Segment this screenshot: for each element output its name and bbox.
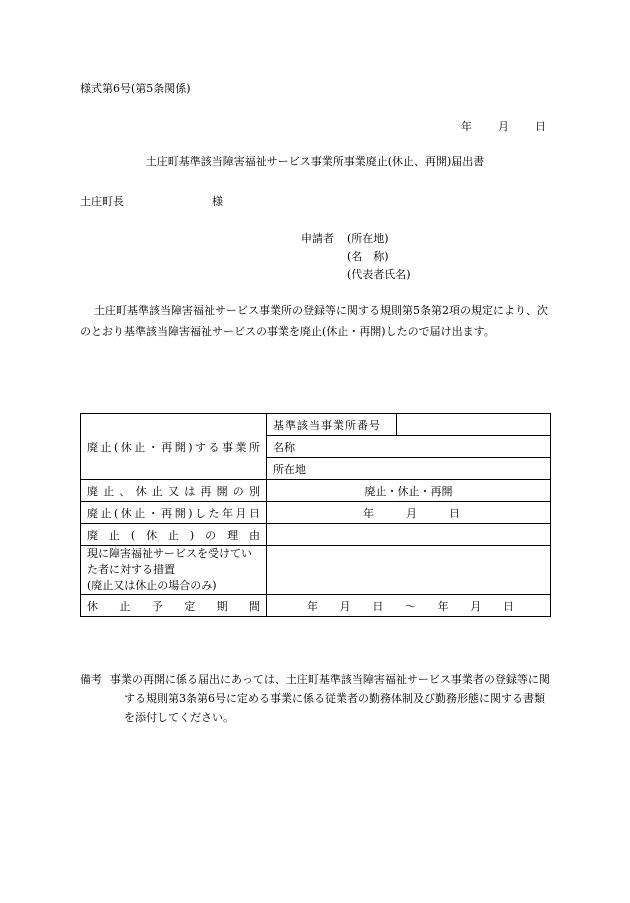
document-title: 土庄町基準該当障害福祉サービス事業所事業廃止(休止、再開)届出書 xyxy=(145,155,485,168)
note-text: 事業の再開に係る届出にあっては、土庄町基準該当障害福祉サービス事業者の登録等に関する規則第3条第6号に定める事業に係る従業者の勤務体制及び勤務形態に関する書類を添付してください。 xyxy=(110,673,550,724)
applicant-representative-label: (代表者氏名) xyxy=(347,268,411,281)
addressee-honorific: 様 xyxy=(212,195,223,208)
date-day: 日 xyxy=(535,120,546,133)
office-number-field[interactable] xyxy=(397,414,551,436)
date-month: 月 xyxy=(498,120,509,133)
office-address-label: 所在地 xyxy=(273,462,306,476)
office-name-label: 名称 xyxy=(273,440,295,454)
reason-field[interactable] xyxy=(267,524,551,546)
applicant-label: 申請者 xyxy=(301,232,334,245)
date-value-year: 年 xyxy=(363,506,374,520)
type-value[interactable]: 廃止・休止・再開 xyxy=(267,480,551,502)
office-address-row[interactable] xyxy=(267,458,551,480)
period-end-month: 月 xyxy=(470,599,482,613)
measures-label: 現に障害福祉サービスを受けていた者に対する措置 xyxy=(87,547,252,576)
office-label: 廃止(休止・再開)する事業所 xyxy=(81,414,267,480)
note xyxy=(80,670,553,727)
reason-label: 廃止(休止)の理由 xyxy=(81,524,267,546)
period-label: 休止予定期間 xyxy=(81,595,267,617)
measures-note: (廃止又は休止の場合のみ) xyxy=(87,579,217,592)
date-value-day: 日 xyxy=(449,506,460,520)
note-label: 備考 xyxy=(80,673,102,686)
period-separator: ～ xyxy=(404,599,416,613)
form-number: 様式第6号(第5条関係) xyxy=(80,82,191,95)
notification-table xyxy=(80,413,551,617)
applicant-name-label: (名 称) xyxy=(347,250,389,263)
period-end-year: 年 xyxy=(437,599,449,613)
applicant-address-label: (所在地) xyxy=(347,232,389,245)
body-text: 土庄町基準該当障害福祉サービス事業所の登録等に関する規則第5条第2項の規定により、次のとおり基準該当障害福祉サービスの事業を廃止(休止・再開)したので届け出ます。 xyxy=(80,304,548,338)
date-year: 年 xyxy=(461,120,472,133)
type-label: 廃止、休止又は再開の別 xyxy=(81,480,267,502)
addressee xyxy=(80,193,223,209)
addressee-name: 土庄町長 xyxy=(80,195,124,208)
period-start-month: 月 xyxy=(339,599,351,613)
date-value[interactable] xyxy=(267,502,551,524)
period-value[interactable] xyxy=(267,595,551,617)
period-start-day: 日 xyxy=(372,599,384,613)
date-value-month: 月 xyxy=(406,506,417,520)
office-number-label: 基準該当事業所番号 xyxy=(267,414,397,436)
measures-label-cell xyxy=(81,546,267,595)
period-start-year: 年 xyxy=(307,599,318,613)
measures-field[interactable] xyxy=(267,546,551,595)
period-end-day: 日 xyxy=(502,599,514,613)
office-name-row[interactable] xyxy=(267,436,551,458)
date-line xyxy=(435,118,546,134)
date-label: 廃止(休止・再開)した年月日 xyxy=(81,502,267,524)
